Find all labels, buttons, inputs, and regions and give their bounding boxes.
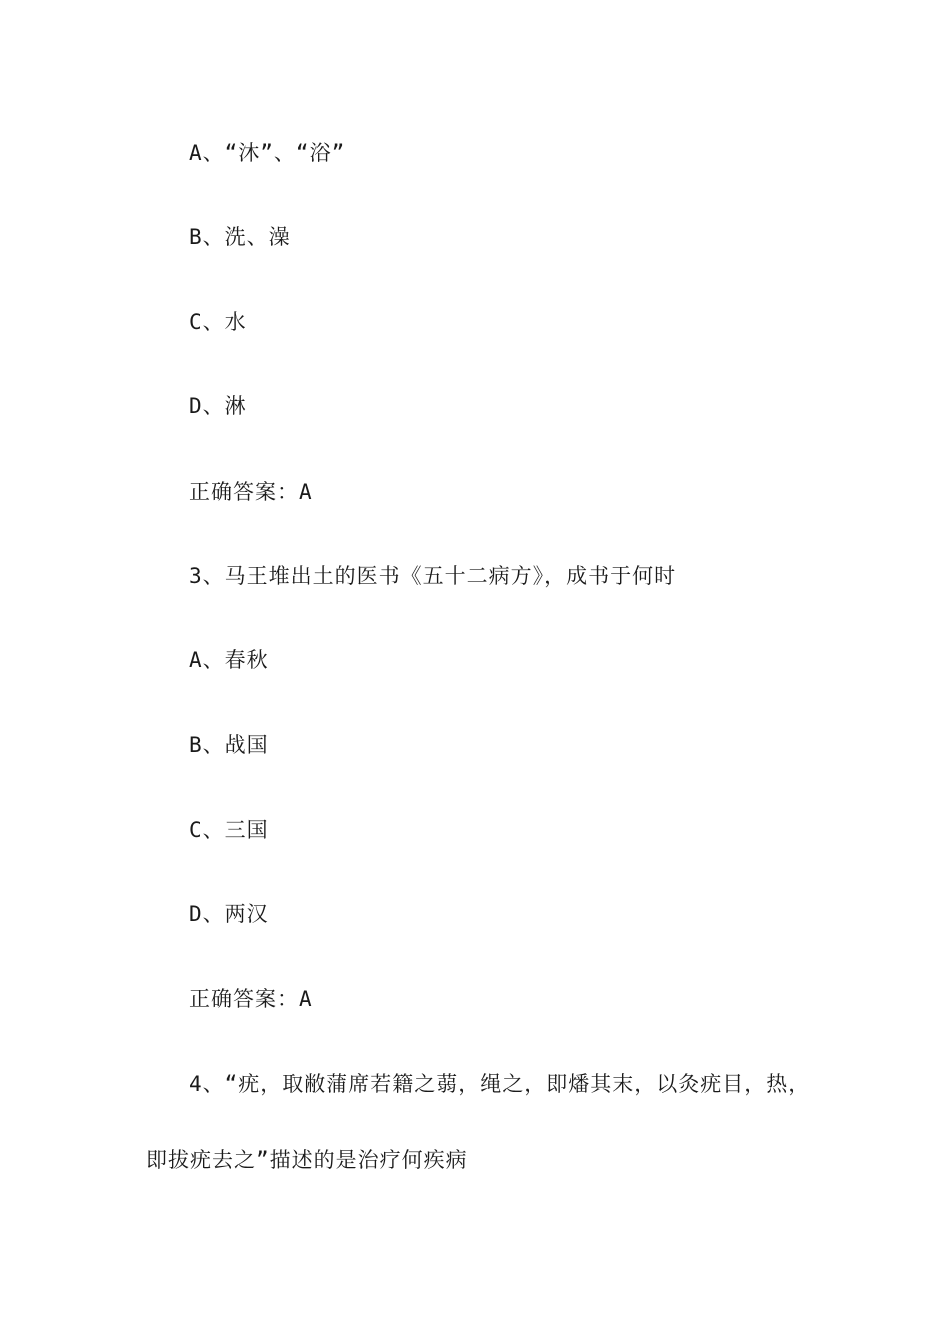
q3-question: 3、马王堆出土的医书《五十二病方》，成书于何时 [189, 564, 677, 588]
q3-answer: 正确答案：A [189, 987, 313, 1011]
q3-option-a: A、春秋 [189, 648, 269, 672]
q4-question-line2: 即拔疣去之”描述的是治疗何疾病 [146, 1148, 468, 1172]
q2-option-d: D、淋 [189, 394, 247, 418]
q3-option-d: D、两汉 [189, 902, 269, 926]
q2-option-c: C、水 [189, 310, 247, 334]
q3-option-c: C、三国 [189, 818, 269, 842]
q2-option-b: B、洗、澡 [189, 225, 291, 249]
q4-question-line1: 4、“疣，取敝蒲席若籍之蒻，绳之，即燔其末，以灸疣目，热， [189, 1072, 811, 1096]
q2-answer: 正确答案：A [189, 480, 313, 504]
q3-option-b: B、战国 [189, 733, 269, 757]
q2-option-a: A、“沐”、“浴” [189, 141, 346, 165]
